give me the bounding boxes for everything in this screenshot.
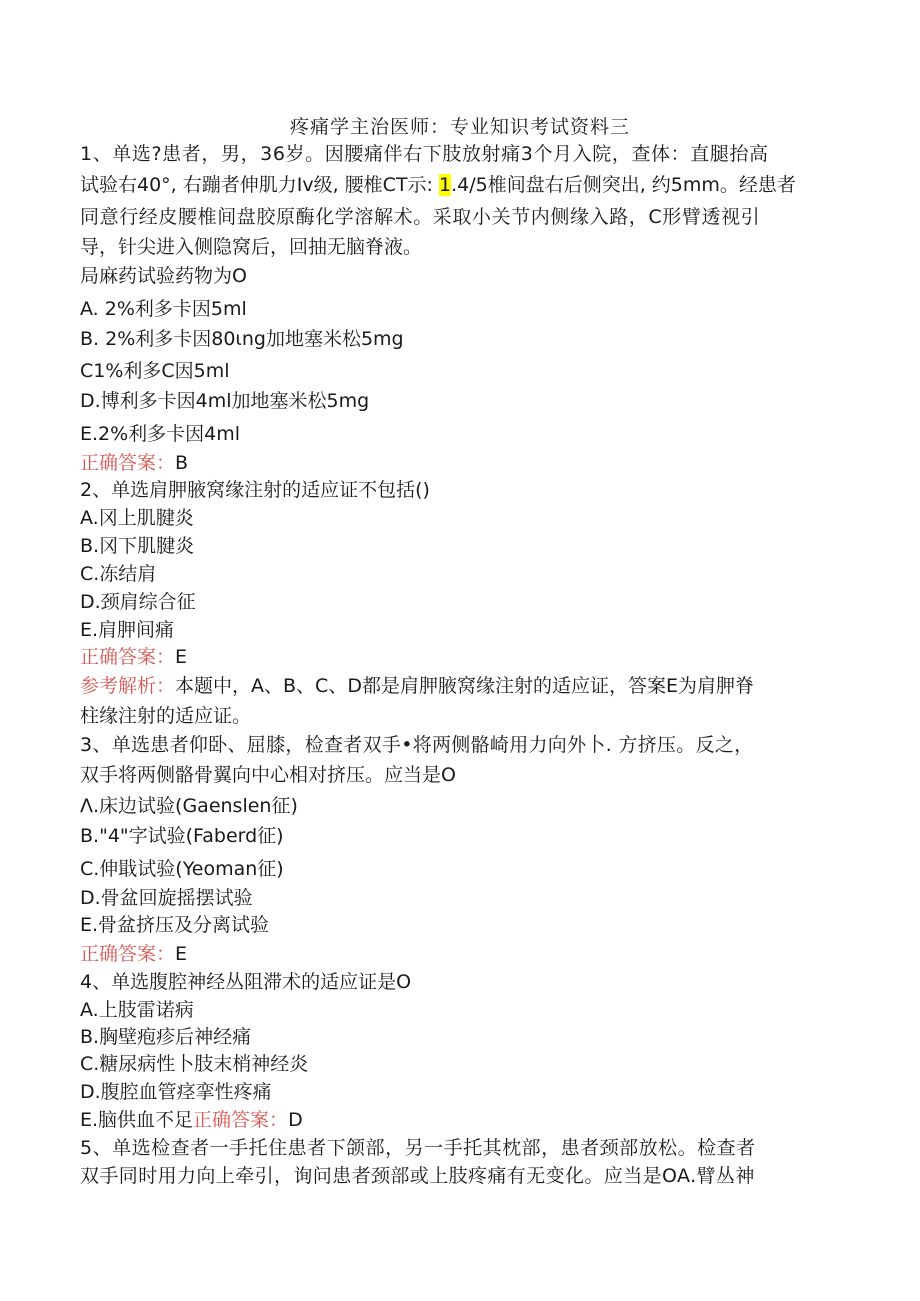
- page-title: 疼痛学主治医师：专业知识考试资料三: [289, 116, 630, 138]
- q4-stem: 4、单选腹腔神经丛阻滞术的适应证是O: [80, 971, 412, 993]
- q1-option-c: C1%利多C因5ml: [80, 360, 230, 382]
- q3-option-d: D.骨盆回旋摇摆试验: [80, 887, 253, 909]
- q1-option-b: B. 2%利多卡因80ιng加地塞米松5mg: [80, 328, 404, 350]
- q2-option-b: B.冈下肌腱炎: [80, 535, 195, 557]
- q1-stem-line-5: 局麻药试验药物为O: [80, 265, 247, 287]
- q4-option-d: D.腹腔血管痉挛性疼痛: [80, 1081, 272, 1103]
- q1-option-e: E.2%利多卡因4ml: [80, 423, 241, 445]
- explanation-text: 本题中，A、B、C、D都是肩胛腋窝缘注射的适应证，答案E为肩胛脊: [175, 675, 754, 697]
- q4-option-b: B.胸壁疱疹后神经痛: [80, 1026, 252, 1048]
- q1-stem-line-4: 导，针尖进入侧隐窝后，回抽无脑脊液。: [80, 236, 423, 258]
- q3-answer: [80, 941, 187, 967]
- q2-explanation-line-2: 柱缘注射的适应证。: [80, 705, 252, 727]
- q5-stem-line-2: 双手同时用力向上牵引，询问患者颈部或上肢疼痛有无变化。应当是OA.臂丛神: [80, 1165, 755, 1187]
- q1-option-a: A. 2%利多卡因5ml: [80, 298, 247, 320]
- q3-stem-line-2: 双手将两侧骼骨翼向中心相对挤压。应当是O: [80, 764, 456, 786]
- q2-option-e: E.肩胛间痛: [80, 619, 175, 641]
- q1-answer: [80, 450, 188, 476]
- answer-value: B: [175, 452, 189, 474]
- answer-label: 正确答案：: [80, 646, 176, 668]
- q3-option-c: C.伸戢试验(Yeoman征): [80, 858, 284, 880]
- q2-answer: [80, 644, 187, 670]
- highlighted-text: 1: [439, 174, 452, 196]
- q1-stem-line-2b: .4/5椎间盘右后侧突出, 约5mm。经患者: [451, 174, 796, 196]
- q2-explanation-line-1: [80, 673, 754, 699]
- q1-stem-line-2a: 试验右40°, 右蹦者伸肌力Iv级, 腰椎CT示:: [80, 174, 439, 196]
- q2-option-c: C.冻结肩: [80, 563, 157, 585]
- q1-stem-line-1: 1、单选?患者，男，36岁。因腰痛伴右下肢放射痛3个月入院，查体：直腿抬高: [80, 143, 769, 165]
- q3-option-e: E.骨盆挤压及分离试验: [80, 914, 270, 936]
- answer-value: E: [175, 646, 188, 668]
- answer-value: D: [288, 1109, 303, 1131]
- answer-label: 正确答案：: [80, 452, 176, 474]
- q5-stem-line-1: 5、单选检查者一手托住患者下颌部，另一手托其枕部，患者颈部放松。检查者: [80, 1137, 756, 1159]
- q4-option-c: C.糖尿病性卜肢末梢神经炎: [80, 1053, 309, 1075]
- q2-stem: 2、单选肩胛腋窝缘注射的适应证不包括(): [80, 479, 430, 501]
- q4-option-a: A.上肢雷诺病: [80, 999, 194, 1021]
- answer-label: 正确答案：: [80, 943, 176, 965]
- q1-option-d: D.博利多卡因4ml加地塞米松5mg: [80, 390, 370, 412]
- q4-option-e-and-answer: [80, 1107, 303, 1133]
- q2-option-a: A.冈上肌腱炎: [80, 507, 194, 529]
- q1-stem-line-2: [80, 172, 796, 198]
- answer-label: 正确答案：: [193, 1109, 289, 1131]
- q3-option-a: Λ.床边试验(Gaenslen征): [80, 795, 298, 817]
- q3-option-b: B."4"字试验(Faberd征): [80, 825, 284, 847]
- q3-stem-line-1: 3、单选患者仰卧、屈膝，检查者双手•将两侧骼崎用力向外卜. 方挤压。反之，: [80, 734, 754, 756]
- answer-value: E: [175, 943, 188, 965]
- q1-stem-line-3: 同意行经皮腰椎间盘胶原酶化学溶解术。采取小关节内侧缘入路，C形臂透视引: [80, 206, 761, 228]
- q2-option-d: D.颈肩综合征: [80, 591, 196, 613]
- q4-option-e: E.脑供血不足: [80, 1109, 194, 1131]
- explanation-label: 参考解析：: [80, 675, 176, 697]
